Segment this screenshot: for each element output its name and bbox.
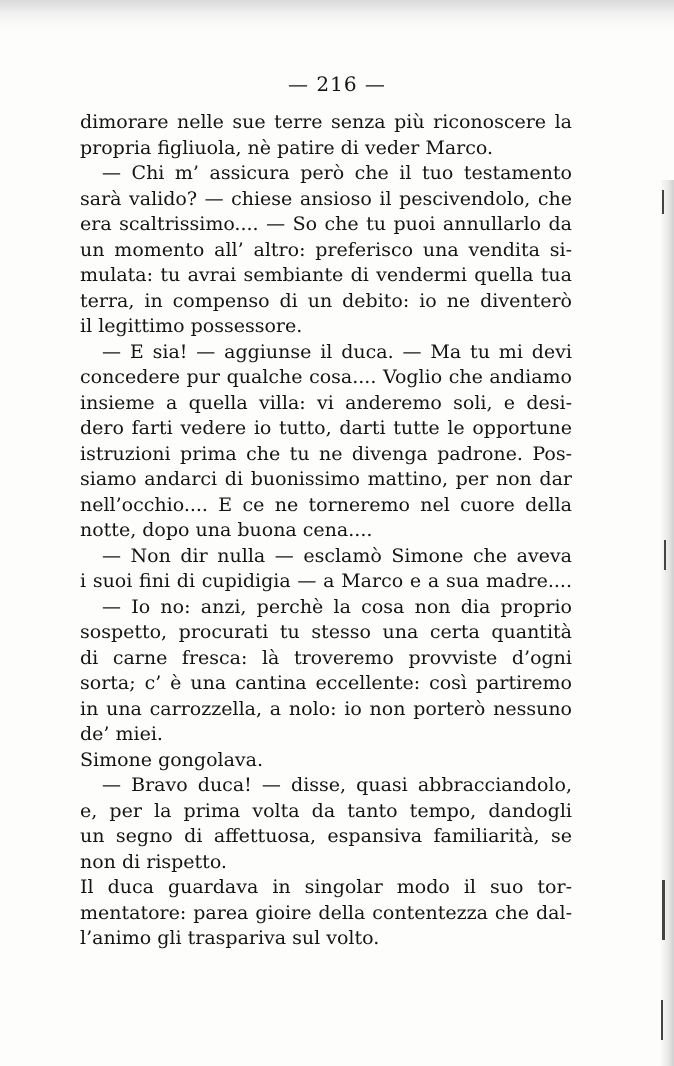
text-line: dimorare nelle sue terre senza più riconoscere la (80, 111, 572, 133)
text-line: i suoi fini di cupidigia — a Marco e a sua madre.... (80, 570, 572, 592)
text-line: concedere pur qualche cosa.... Voglio che andiamo (80, 366, 572, 388)
text-line: propria figliuola, nè patire di veder Marco. (80, 136, 494, 159)
text-line: nell’occhio.... E ce ne torneremo nel cuore della (80, 493, 572, 516)
text-line: — Non dir nulla — esclamò Simone che aveva (102, 544, 572, 567)
text-line: un segno di affettuosa, espansiva familiarità, se (80, 825, 572, 847)
scan-shadow-top (0, 0, 674, 30)
text-line: l’animo gli traspariva sul volto. (80, 927, 380, 949)
text-line: insieme a quella villa: vi anderemo soli, e desi- (80, 391, 572, 414)
text-line: era scaltrissimo.... — So che tu puoi annullarlo da (80, 213, 572, 235)
text-line: notte, dopo una buona cena.... (80, 519, 373, 541)
text-line: dero farti vedere io tutto, darti tutte le opportune (80, 417, 572, 439)
text-line: de’ miei. (80, 723, 163, 745)
text-line: non di rispetto. (80, 850, 227, 873)
text-line: un momento all’ altro: preferisco una vendita si- (80, 238, 572, 261)
text-line: terra, in compenso di un debito: io ne diventerò (80, 289, 572, 312)
text-line: — E sia! — aggiunse il duca. — Ma tu mi devi (102, 340, 572, 363)
text-line: — Chi m’ assicura però che il tuo testamento (102, 162, 572, 184)
text-line: Il duca guardava in singolar modo il suo tor- (80, 876, 572, 898)
text-line: sospetto, procurati tu stesso una certa quantità (80, 621, 572, 643)
text-line: sorta; c’ è una cantina eccellente: così partiremo (80, 672, 572, 694)
text-line: e, per la prima volta da tanto tempo, dandogli (80, 799, 572, 822)
page-number: — 216 — (288, 72, 386, 96)
text-line: — Bravo duca! — disse, quasi abbracciandolo, (102, 774, 572, 796)
text-line: siamo andarci di buonissimo mattino, per non dar (80, 468, 572, 490)
edge-mark (662, 190, 664, 214)
text-line: istruzioni prima che tu ne divenga padrone. Pos- (80, 442, 572, 465)
text-line: mentatore: parea gioire della contentezza che dal- (80, 901, 572, 924)
text-line: il legittimo possessore. (80, 315, 303, 337)
edge-mark (661, 1000, 663, 1040)
text-line: Simone gongolava. (80, 748, 264, 771)
text-line: mulata: tu avrai sembiante di vendermi quella tua (80, 264, 572, 286)
text-line: di carne fresca: là troveremo provviste d’ogni (80, 646, 572, 669)
text-line: — Io no: anzi, perchè la cosa non dia proprio (102, 595, 572, 618)
text-line: sarà valido? — chiese ansioso il pescivendolo, che (80, 187, 572, 210)
edge-mark (662, 880, 665, 940)
body-text (80, 110, 572, 952)
edge-mark (664, 540, 666, 570)
text-line: in una carrozzella, a nolo: io non porterò nessuno (80, 697, 572, 720)
